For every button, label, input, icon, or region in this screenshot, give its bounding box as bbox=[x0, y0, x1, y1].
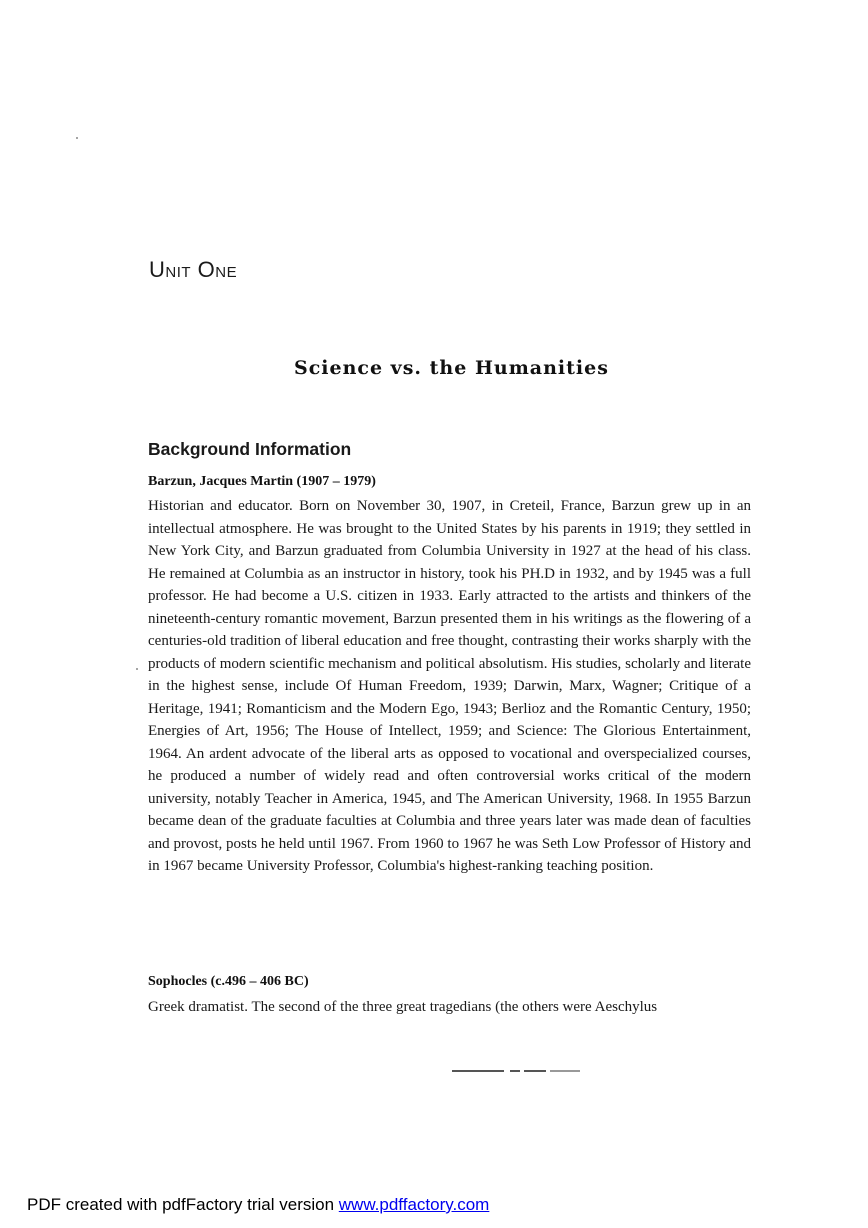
lesson-title: Science vs. the Humanities bbox=[294, 357, 609, 379]
scan-speck bbox=[76, 137, 78, 139]
unit-title: Unit One bbox=[149, 257, 238, 282]
entry-text-sophocles: Greek dramatist. The second of the three great tragedians (the others were Aeschylus bbox=[148, 999, 658, 1015]
section-heading: Background Information bbox=[148, 439, 352, 459]
pdf-footer bbox=[27, 1195, 489, 1215]
entry-heading-barzun: Barzun, Jacques Martin (1907 – 1979) bbox=[148, 474, 376, 489]
scan-smudge bbox=[452, 1069, 592, 1073]
footer-text: PDF created with pdfFactory trial version bbox=[27, 1195, 339, 1214]
pdffactory-link[interactable]: www.pdffactory.com bbox=[338, 1195, 490, 1214]
entry-text-barzun: Historian and educator. Born on November 30, 1907, in Creteil, France, Barzun grew up in an intellectual atmosphere. He was brought to the United States by his parents in 1919; they settled in New York City, and Barzun graduated from Columbia University in 1927 at the head of his class. He remained at Columbia as an instructor in history, took his PH.D in 1932, and by 1945 was a full professor. He had become a U.S. citizen in 1933. Early attracted to the artists and thinkers of the nineteenth-century romantic movement, Barzun presented them in his writings as the flowering of a centuries-old tradition of liberal education and free thought, contrasting their works sharply with the products of modern scientific mechanism and political absolutism. His studies, scholarly and literate in the highest sense, include Of Human Freedom, 1939; Darwin, Marx, Wagner; Critique of a Heritage, 1941; Romanticism and the Modern Ego, 1943; Berlioz and the Romantic Century, 1950; Energies of Art, 1956; The House of Intellect, 1959; and Science: The Glorious Entertainment, 1964. An ardent advocate of the liberal arts as opposed to vocational and overspecialized courses, he produced a number of widely read and often controversial works critical of the modern university, notably Teacher in America, 1945, and The American University, 1968. In 1955 Barzun became dean of the graduate faculties at Columbia and three years later was made dean of faculties and provost, posts he held until 1967. From 1960 to 1967 he was Seth Low Professor of History and in 1967 became University Professor, Columbia's highest-ranking teaching position. bbox=[148, 498, 751, 874]
scan-speck bbox=[136, 668, 138, 670]
entry-heading-sophocles: Sophocles (c.496 – 406 BC) bbox=[148, 974, 309, 989]
